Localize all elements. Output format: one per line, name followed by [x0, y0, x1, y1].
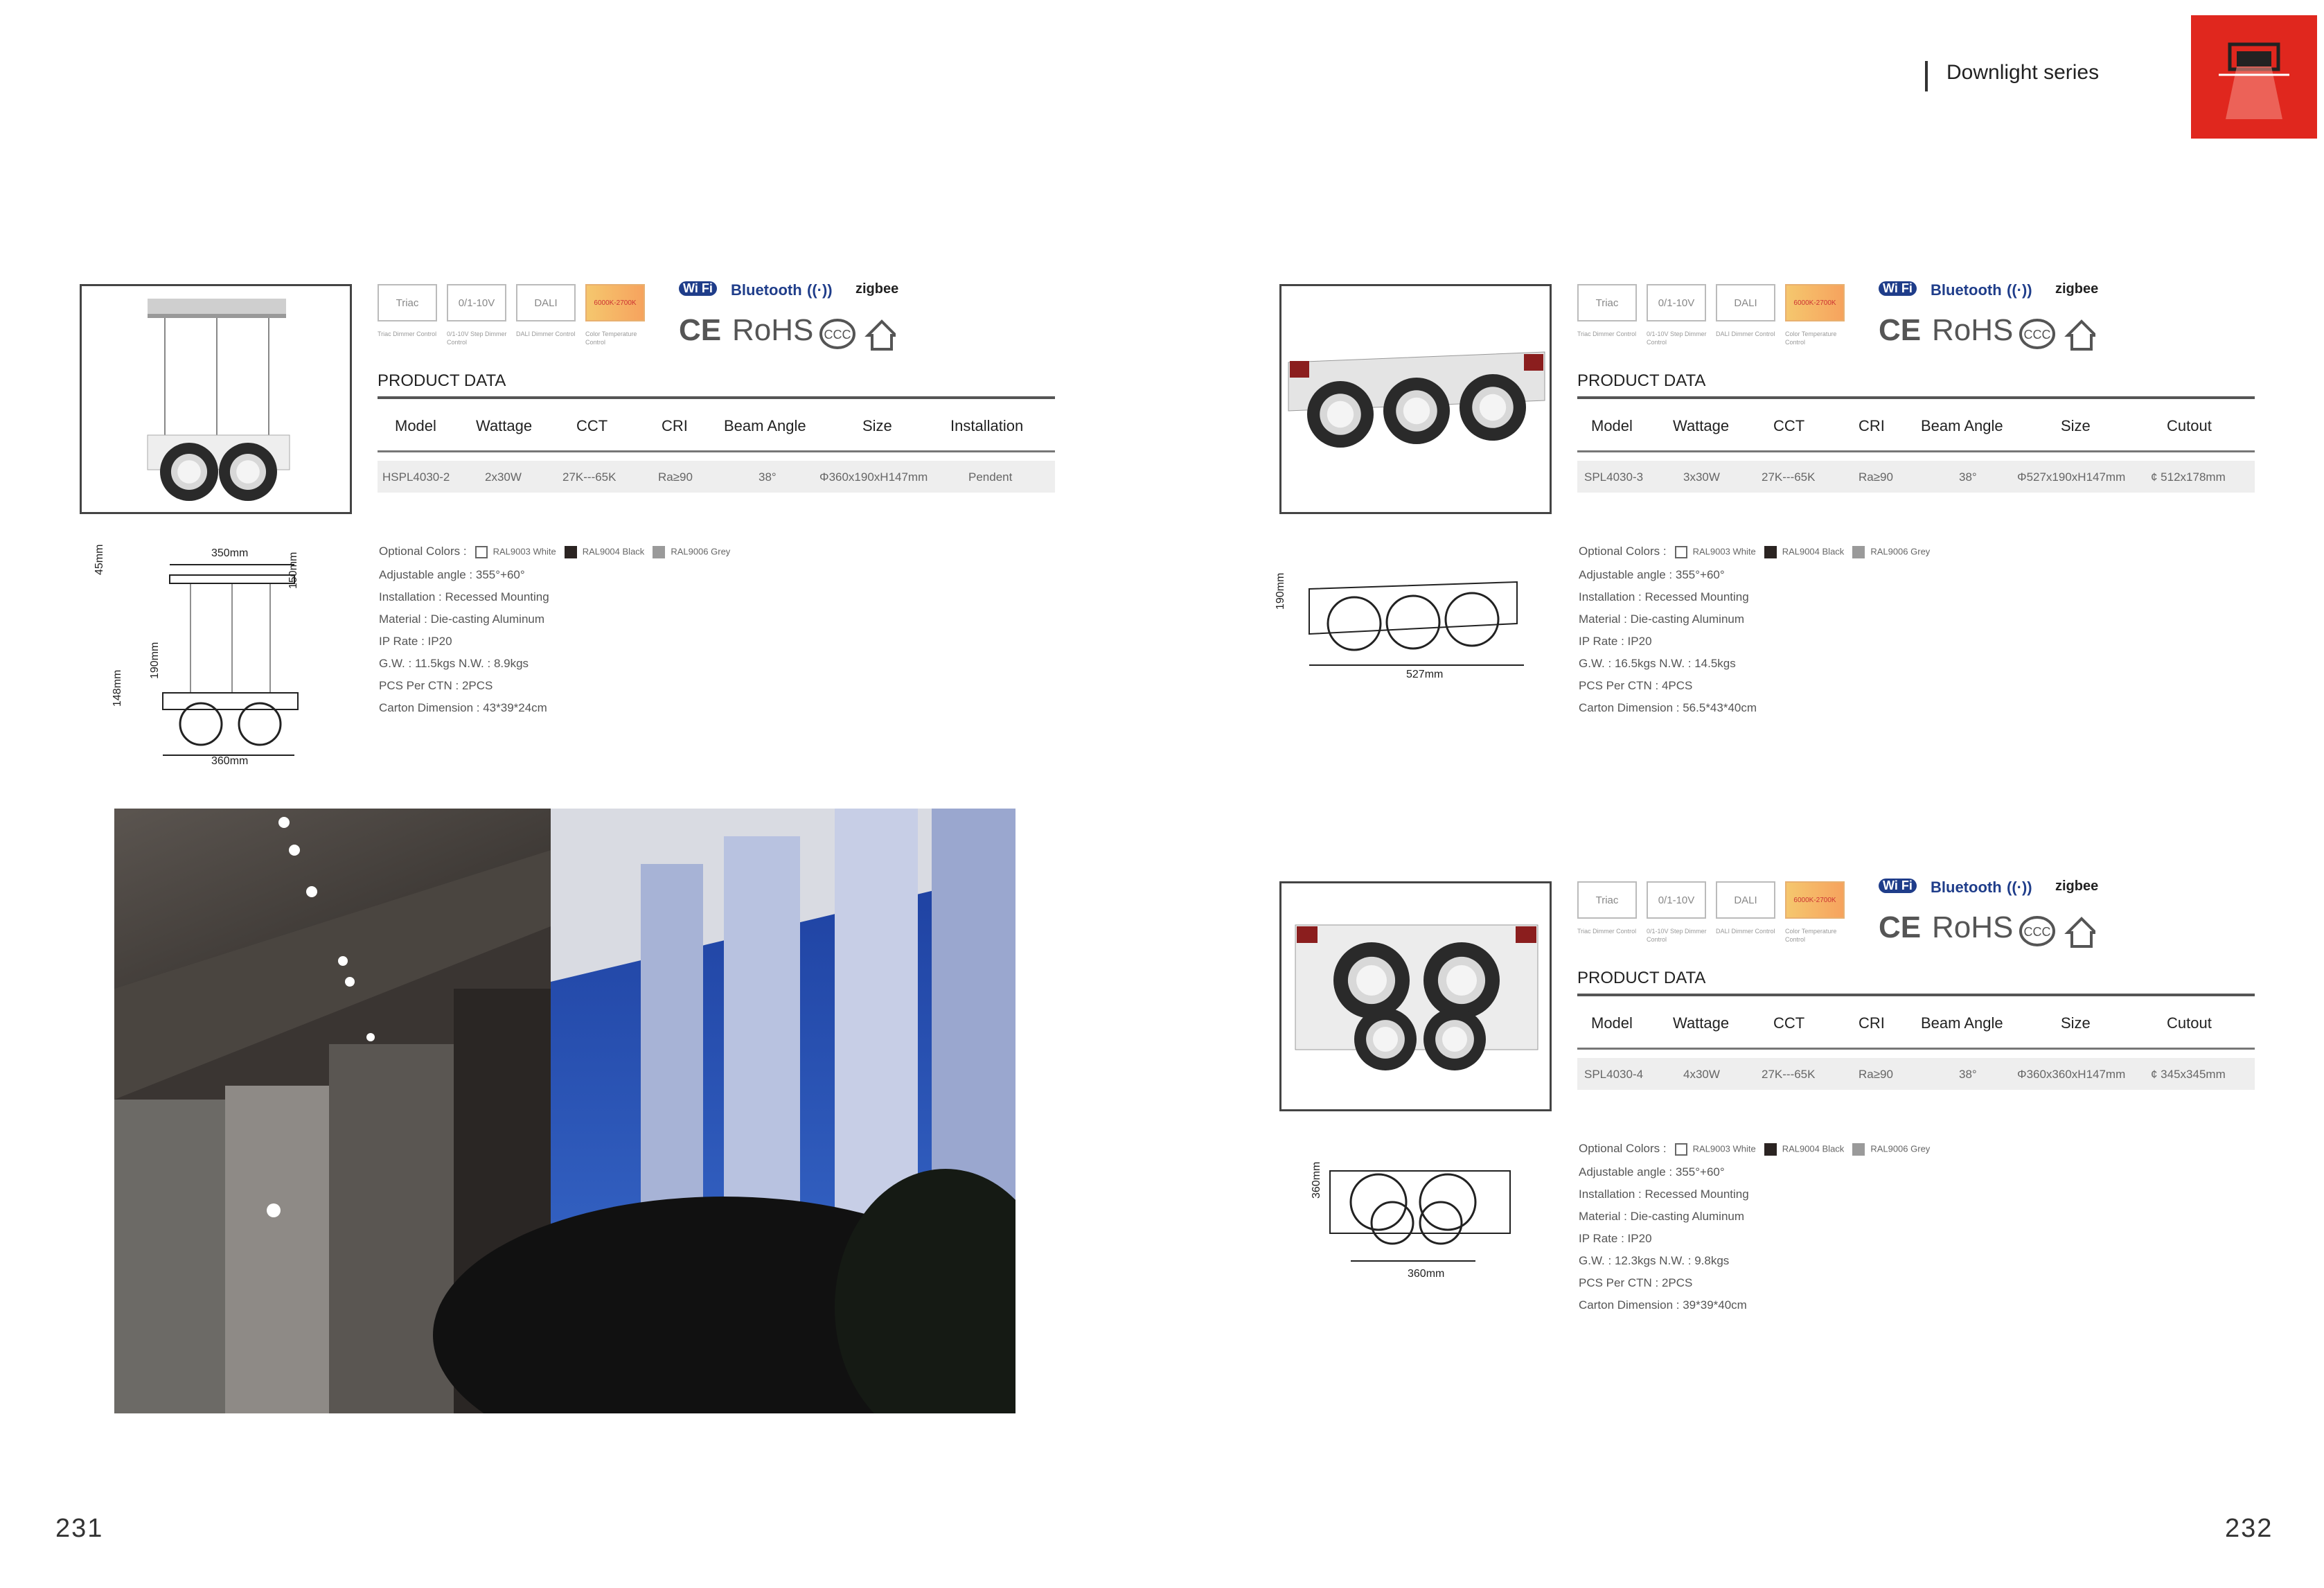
spec-line: Carton Dimension : 56.5*43*40cm: [1579, 701, 1757, 714]
spec-line: Adjustable angle : 355°+60°: [1579, 1165, 1725, 1179]
control-caption: Color Temperature Control: [585, 330, 637, 346]
protocol-logo: Wi Fi: [679, 281, 717, 296]
control-badge: Triac: [1577, 881, 1637, 919]
protocol-logo: zigbee: [2055, 879, 2099, 894]
table-header: CRI: [1859, 417, 1885, 434]
cert-icons: [819, 315, 896, 357]
table-header: Wattage: [476, 417, 533, 434]
table-rule-top: [1577, 994, 2255, 996]
spec-line: Adjustable angle : 355°+60°: [1579, 568, 1725, 581]
color-swatch-label: RAL9004 Black: [1782, 546, 1845, 557]
svg-text:CCC: CCC: [2023, 925, 2051, 939]
protocol-logo: Wi Fi: [1879, 879, 1917, 893]
protocol-logo: Bluetooth: [731, 281, 802, 299]
interior-photo: [114, 809, 1015, 1413]
dimension-label: 150mm: [287, 552, 299, 589]
dimension-label: 148mm: [112, 669, 123, 707]
product-photo: [80, 284, 352, 514]
spec-line: G.W. : 11.5kgs N.W. : 8.9kgs: [379, 657, 529, 670]
table-cell: Ra≥90: [658, 470, 693, 484]
control-badge: 0/1-10V: [1647, 881, 1706, 919]
table-cell: Ra≥90: [1859, 1068, 1893, 1081]
table-cell: Φ360x190xH147mm: [819, 470, 928, 484]
ccc-icon: [2019, 912, 2095, 951]
spec-line: Carton Dimension : 39*39*40cm: [1579, 1298, 1747, 1312]
control-badge: DALI: [1716, 881, 1775, 919]
table-header: Wattage: [1673, 417, 1730, 434]
color-swatch-label: RAL9003 White: [1692, 1143, 1756, 1154]
downlight-icon: [2191, 15, 2317, 139]
table-cell: SPL4030-3: [1584, 470, 1644, 484]
control-badge: DALI: [516, 284, 576, 321]
spec-line: IP Rate : IP20: [1579, 1232, 1652, 1245]
color-swatch-label: RAL9004 Black: [582, 546, 645, 557]
table-rule-mid: [378, 450, 1055, 452]
control-badge: 6000K-2700K: [1785, 284, 1845, 321]
control-caption: Triac Dimmer Control: [1577, 928, 1637, 935]
header-divider: [1925, 61, 1928, 91]
dimension-label: 45mm: [94, 544, 105, 575]
spec-line: PCS Per CTN : 2PCS: [1579, 1276, 1693, 1289]
dimension-label: 190mm: [1275, 572, 1286, 610]
table-cell: HSPL4030-2: [382, 470, 450, 484]
spec-line: PCS Per CTN : 2PCS: [379, 679, 493, 692]
color-swatch-label: RAL9006 Grey: [1870, 546, 1931, 557]
downlight-logo-tile: [2191, 15, 2317, 139]
ce-mark: CE: [1879, 910, 1922, 944]
color-swatch: [1764, 1143, 1777, 1156]
product-photo: [1279, 881, 1552, 1111]
protocol-logo: zigbee: [2055, 281, 2099, 297]
protocol-logo: ((·)): [2007, 879, 2032, 896]
protocol-logo: zigbee: [855, 281, 899, 297]
control-badge: DALI: [1716, 284, 1775, 321]
spec-line: G.W. : 12.3kgs N.W. : 9.8kgs: [1579, 1254, 1730, 1267]
series-title: Downlight series: [1946, 61, 2100, 84]
table-cell: 38°: [759, 470, 777, 484]
table-header: Model: [1591, 417, 1633, 434]
color-swatch-label: RAL9003 White: [1692, 546, 1756, 557]
table-cell: Ra≥90: [1859, 470, 1893, 484]
table-header: Beam Angle: [1921, 417, 2003, 434]
spec-line: Material : Die-casting Aluminum: [1579, 1210, 1745, 1223]
color-swatch: [565, 546, 577, 558]
control-caption: 0/1-10V Step Dimmer Control: [447, 330, 507, 346]
table-cell: 27K---65K: [1762, 1068, 1816, 1081]
table-header: Cutout: [2167, 1014, 2212, 1032]
table-cell: Φ527x190xH147mm: [2017, 470, 2126, 484]
table-rule-top: [378, 396, 1055, 399]
table-cell: ¢ 512x178mm: [2151, 470, 2226, 484]
table-cell: 38°: [1959, 1068, 1977, 1081]
color-swatch-label: RAL9006 Grey: [1870, 1143, 1931, 1154]
table-cell: 3x30W: [1683, 470, 1720, 484]
optional-colors: [1579, 540, 1930, 563]
table-header: Model: [1591, 1014, 1633, 1032]
color-swatch: [475, 546, 488, 558]
control-caption: 0/1-10V Step Dimmer Control: [1647, 928, 1707, 943]
protocol-logo: Wi Fi: [1879, 281, 1917, 296]
control-badge: Triac: [378, 284, 437, 321]
protocol-logo: ((·)): [2007, 281, 2032, 299]
page-number-right: 232: [2225, 1514, 2273, 1543]
svg-text:CCC: CCC: [824, 328, 851, 342]
dimension-label: 360mm: [211, 755, 249, 767]
spec-line: PCS Per CTN : 4PCS: [1579, 679, 1693, 692]
ce-mark: CE: [679, 313, 722, 347]
table-cell: ¢ 345x345mm: [2151, 1068, 2226, 1081]
ccc-icon: [2019, 315, 2095, 353]
control-caption: DALI Dimmer Control: [1716, 330, 1775, 337]
control-badge: 0/1-10V: [1647, 284, 1706, 321]
table-rule-top: [1577, 396, 2255, 399]
ce-mark: CE: [1879, 313, 1922, 347]
rohs-mark: RoHS: [732, 313, 814, 347]
color-swatch-label: RAL9006 Grey: [671, 546, 731, 557]
color-swatch: [653, 546, 665, 558]
table-header: Size: [862, 417, 892, 434]
table-header: Size: [2061, 417, 2091, 434]
color-swatch-label: RAL9004 Black: [1782, 1143, 1845, 1154]
spec-line: Adjustable angle : 355°+60°: [379, 568, 525, 581]
ccc-icon: [819, 315, 896, 353]
control-badge: Triac: [1577, 284, 1637, 321]
spec-line: Installation : Recessed Mounting: [1579, 590, 1749, 603]
table-cell: 27K---65K: [1762, 470, 1816, 484]
product-data-title: PRODUCT DATA: [1577, 371, 1706, 390]
table-cell: 38°: [1959, 470, 1977, 484]
color-swatch: [1852, 1143, 1865, 1156]
cert-icons: [2019, 912, 2095, 954]
table-header: Wattage: [1673, 1014, 1730, 1032]
table-header: CRI: [1859, 1014, 1885, 1032]
table-rule-mid: [1577, 1048, 2255, 1050]
control-caption: Triac Dimmer Control: [378, 330, 437, 337]
color-swatch-label: RAL9003 White: [493, 546, 556, 557]
product-data-title: PRODUCT DATA: [1577, 969, 1706, 987]
dimension-drawing: [1295, 568, 1531, 682]
control-caption: Color Temperature Control: [1785, 330, 1837, 346]
spec-line: G.W. : 16.5kgs N.W. : 14.5kgs: [1579, 657, 1736, 670]
table-header: Size: [2061, 1014, 2091, 1032]
table-rule-mid: [1577, 450, 2255, 452]
color-swatch: [1675, 546, 1687, 558]
spec-line: Material : Die-casting Aluminum: [1579, 612, 1745, 626]
table-header: Installation: [950, 417, 1024, 434]
table-cell: 4x30W: [1683, 1068, 1720, 1081]
dimension-drawing: [121, 547, 301, 773]
protocol-logo: Bluetooth: [1931, 281, 2002, 299]
table-header: CCT: [1773, 1014, 1805, 1032]
table-header: Beam Angle: [724, 417, 806, 434]
dimension-drawing: [1302, 1157, 1524, 1285]
optional-colors: [1579, 1138, 1930, 1161]
control-badge: 6000K-2700K: [585, 284, 645, 321]
table-header: CCT: [576, 417, 608, 434]
dimension-label: 360mm: [1311, 1161, 1322, 1199]
table-cell: 2x30W: [485, 470, 522, 484]
table-header: CCT: [1773, 417, 1805, 434]
optional-colors-label: Optional Colors :: [1579, 545, 1667, 558]
color-swatch: [1764, 546, 1777, 558]
control-badge: 0/1-10V: [447, 284, 506, 321]
dimension-label: 350mm: [211, 547, 249, 559]
cert-icons: [2019, 315, 2095, 357]
control-badge: 6000K-2700K: [1785, 881, 1845, 919]
spec-line: Material : Die-casting Aluminum: [379, 612, 545, 626]
table-header: Beam Angle: [1921, 1014, 2003, 1032]
table-cell: 27K---65K: [562, 470, 617, 484]
table-cell: SPL4030-4: [1584, 1068, 1644, 1081]
table-header: CRI: [662, 417, 688, 434]
table-cell: Pendent: [968, 470, 1013, 484]
optional-colors-label: Optional Colors :: [1579, 1142, 1667, 1155]
dimension-label: 190mm: [149, 642, 161, 679]
rohs-mark: RoHS: [1932, 910, 2014, 944]
table-header: Model: [395, 417, 436, 434]
spec-line: IP Rate : IP20: [1579, 635, 1652, 648]
spec-line: Installation : Recessed Mounting: [379, 590, 549, 603]
table-cell: Φ360x360xH147mm: [2017, 1068, 2126, 1081]
spec-line: IP Rate : IP20: [379, 635, 452, 648]
svg-text:CCC: CCC: [2023, 328, 2051, 342]
control-caption: Triac Dimmer Control: [1577, 330, 1637, 337]
protocol-logo: Bluetooth: [1931, 879, 2002, 896]
control-caption: Color Temperature Control: [1785, 928, 1837, 943]
product-data-title: PRODUCT DATA: [378, 371, 506, 390]
optional-colors: [379, 540, 730, 563]
optional-colors-label: Optional Colors :: [379, 545, 467, 558]
control-caption: DALI Dimmer Control: [1716, 928, 1775, 935]
color-swatch: [1675, 1143, 1687, 1156]
product-photo: [1279, 284, 1552, 514]
control-caption: DALI Dimmer Control: [516, 330, 576, 337]
table-header: Cutout: [2167, 417, 2212, 434]
spec-line: Carton Dimension : 43*39*24cm: [379, 701, 547, 714]
rohs-mark: RoHS: [1932, 313, 2014, 347]
page-number-left: 231: [55, 1514, 104, 1543]
color-swatch: [1852, 546, 1865, 558]
spec-line: Installation : Recessed Mounting: [1579, 1188, 1749, 1201]
protocol-logo: ((·)): [807, 281, 833, 299]
dimension-label: 360mm: [1408, 1268, 1445, 1280]
dimension-label: 527mm: [1406, 669, 1444, 680]
control-caption: 0/1-10V Step Dimmer Control: [1647, 330, 1707, 346]
table-row: [378, 461, 1055, 493]
